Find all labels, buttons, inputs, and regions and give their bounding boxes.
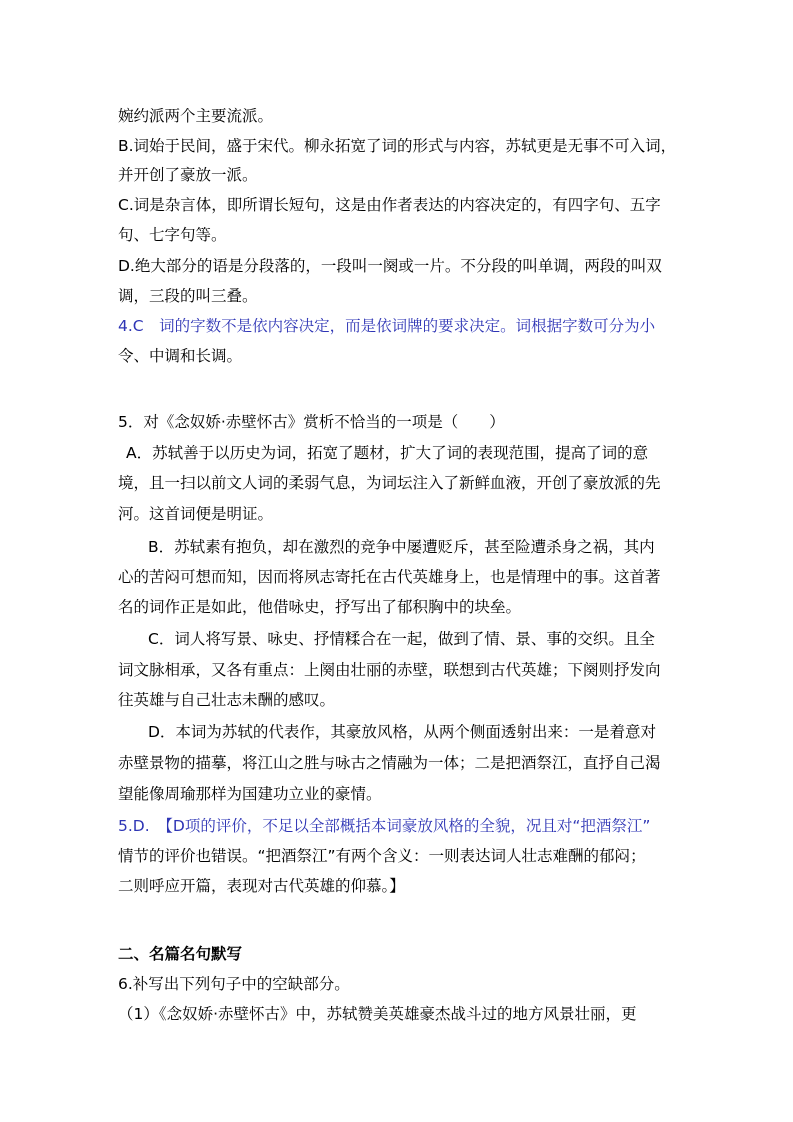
section-heading: 二、名篇名句默写 [118,945,243,963]
text-line: 望能像周瑜那样为国建功立业的豪情。 [118,785,382,803]
text-line: 二则呼应开篇，表现对古代英雄的仰慕。】 [118,877,405,895]
text-line: 河。这首词便是明证。 [118,505,274,523]
text-line: 心的苦闷可想而知，因而将夙志寄托在古代英雄身上，也是情理中的事。这首著 [118,568,661,586]
text-line: 往英雄与自己壮志未酬的感叹。 [118,691,336,709]
text-line: 名的词作正是如此，他借咏史，抒写出了郁积胸中的块垒。 [118,598,522,616]
option-b-line: B．苏轼素有抱负，却在激烈的竞争中屡遭贬斥，甚至险遭杀身之祸，其内 [148,538,655,556]
option-c-line: C.词是杂言体，即所谓长短句，这是由作者表达的内容决定的，有四字句、五字 [118,196,661,214]
question-6-item-1: （1）《念奴娇·赤壁怀古》中，苏轼赞美英雄豪杰战斗过的地方风景壮丽，更 [118,1005,637,1023]
question-5-title: 5．对《念奴娇·赤壁怀古》赏析不恰当的一项是（ ） [118,413,505,431]
text-line: 赤壁景物的描摹，将江山之胜与咏古之情融为一体；二是把酒祭江，直抒自己渴 [118,754,661,772]
option-c-line: C．词人将写景、咏史、抒情糅合在一起，做到了情、景、事的交织。且全 [148,630,655,648]
text-line: 境，且一扫以前文人词的柔弱气息，为词坛注入了新鲜血液，开创了豪放派的先 [118,474,661,492]
option-a-line: A．苏轼善于以历史为词，拓宽了题材，扩大了词的表现范围，提高了词的意 [126,444,649,462]
text-line: 情节的评价也错误。“把酒祭江”有两个含义：一则表达词人壮志难酬的郁闷； [118,847,646,865]
text-line: 句、七字句等。 [118,226,227,244]
option-d-line: D.绝大部分的语是分段落的，一段叫一阕或一片。不分段的叫单调，两段的叫双 [118,257,662,275]
option-b-line: B.词始于民间，盛于宋代。柳永拓宽了词的形式与内容，苏轼更是无事不可入词， [118,137,677,155]
text-line: 令、中调和长调。 [118,347,243,365]
answer-5-line: 5.D. 【D项的评价，不足以全部概括本词豪放风格的全貌，况且对“把酒祭江” [118,817,651,835]
question-6-title: 6.补写出下列句子中的空缺部分。 [118,975,350,993]
option-d-line: D．本词为苏轼的代表作，其豪放风格，从两个侧面透射出来：一是着意对 [148,723,656,741]
text-line: 词文脉相承，又各有重点：上阕由壮丽的赤壁，联想到古代英雄；下阕则抒发向 [118,661,661,679]
text-line: 并开创了豪放一派。 [118,166,258,184]
answer-4-line: 4.C 词的字数不是依内容决定，而是依词牌的要求决定。词根据字数可分为小 [118,317,656,335]
text-line: 婉约派两个主要流派。 [118,107,274,125]
text-line: 调，三段的叫三叠。 [118,287,258,305]
